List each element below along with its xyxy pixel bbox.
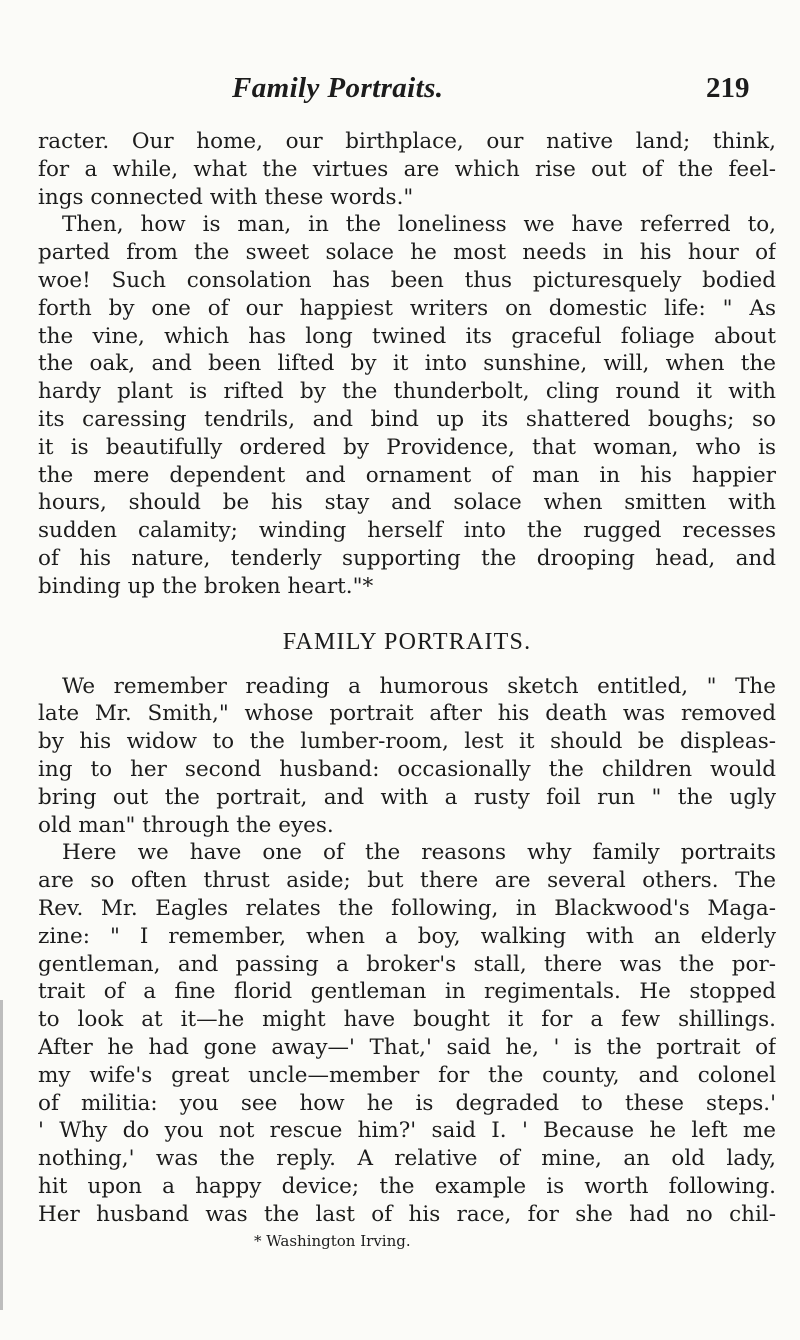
text-line: parted from the sweet solace he most needs in his hour of: [38, 240, 776, 266]
text-line: binding up the broken heart."*: [38, 573, 374, 599]
text-line: Then, how is man, in the loneliness we have referred to,: [62, 212, 776, 238]
text-line: Here we have one of the reasons why family portraits: [62, 840, 776, 866]
text-line: sudden calamity; winding herself into the rugged recesses: [38, 518, 776, 544]
text-line: hours, should be his stay and solace when smitten with: [38, 490, 776, 516]
text-line: Rev. Mr. Eagles relates the following, in Blackwood's Maga-: [38, 895, 776, 921]
text-line: After he had gone away—' That,' said he, ' is the portrait of: [38, 1034, 776, 1060]
page-number: 219: [706, 72, 750, 104]
text-line: by his widow to the lumber-room, lest it should be displeas-: [38, 729, 776, 755]
text-line: ings connected with these words.": [38, 184, 414, 210]
text-line: of his nature, tenderly supporting the drooping head, and: [38, 545, 776, 571]
paragraph-eagles-anecdote: [38, 839, 776, 1228]
text-line: trait of a fine florid gentleman in regimentals. He stopped: [38, 979, 776, 1005]
body-text: [38, 128, 776, 1252]
text-line: ing to her second husband: occasionally the children would: [38, 756, 776, 782]
text-line: We remember reading a humorous sketch entitled, " The: [62, 673, 776, 699]
section-heading: FAMILY PORTRAITS.: [282, 628, 532, 655]
footnote: * Washington Irving.: [254, 1232, 411, 1251]
text-line: old man" through the eyes.: [38, 812, 334, 838]
text-line: zine: " I remember, when a boy, walking with an elderly: [38, 923, 776, 949]
running-title: Family Portraits.: [232, 72, 444, 104]
text-line: bring out the portrait, and with a rusty foil run " the ugly: [38, 784, 776, 810]
running-head: [0, 72, 800, 112]
text-line: it is beautifully ordered by Providence, that woman, who is: [38, 434, 776, 460]
text-line: of militia: you see how he is degraded to these steps.': [38, 1090, 776, 1116]
paragraph-continuation: [38, 128, 776, 211]
text-line: gentleman, and passing a broker's stall, there was the por-: [38, 951, 776, 977]
text-line: hardy plant is rifted by the thunderbolt, cling round it with: [38, 379, 776, 405]
text-line: forth by one of our happiest writers on domestic life: " As: [38, 295, 776, 321]
paragraph-smith-sketch: [38, 673, 776, 840]
text-line: late Mr. Smith," whose portrait after his death was removed: [38, 701, 776, 727]
text-line: racter. Our home, our birthplace, our native land; think,: [38, 129, 776, 154]
text-line: are so often thrust aside; but there are several others. The: [38, 868, 776, 894]
text-line: hit upon a happy device; the example is worth following.: [38, 1173, 776, 1199]
text-line: the vine, which has long twined its graceful foliage about: [38, 323, 776, 349]
scan-edge-shadow: [0, 1000, 3, 1310]
text-line: for a while, what the virtues are which rise out of the feel-: [38, 156, 776, 182]
text-line: ' Why do you not rescue him?' said I. ' Because he left me: [38, 1118, 776, 1144]
text-line: the mere dependent and ornament of man in his happier: [38, 462, 776, 488]
text-line: woe! Such consolation has been thus picturesquely bodied: [38, 267, 776, 293]
paragraph-consolation: [38, 211, 776, 600]
text-line: my wife's great uncle—member for the county, and colonel: [38, 1062, 776, 1088]
text-line: nothing,' was the reply. A relative of mine, an old lady,: [38, 1146, 776, 1172]
text-line: the oak, and been lifted by it into sunshine, will, when the: [38, 351, 776, 377]
text-line: its caressing tendrils, and bind up its shattered boughs; so: [38, 406, 776, 432]
text-line: Her husband was the last of his race, for she had no chil-: [38, 1201, 776, 1227]
text-line: to look at it—he might have bought it for a few shillings.: [38, 1007, 776, 1033]
